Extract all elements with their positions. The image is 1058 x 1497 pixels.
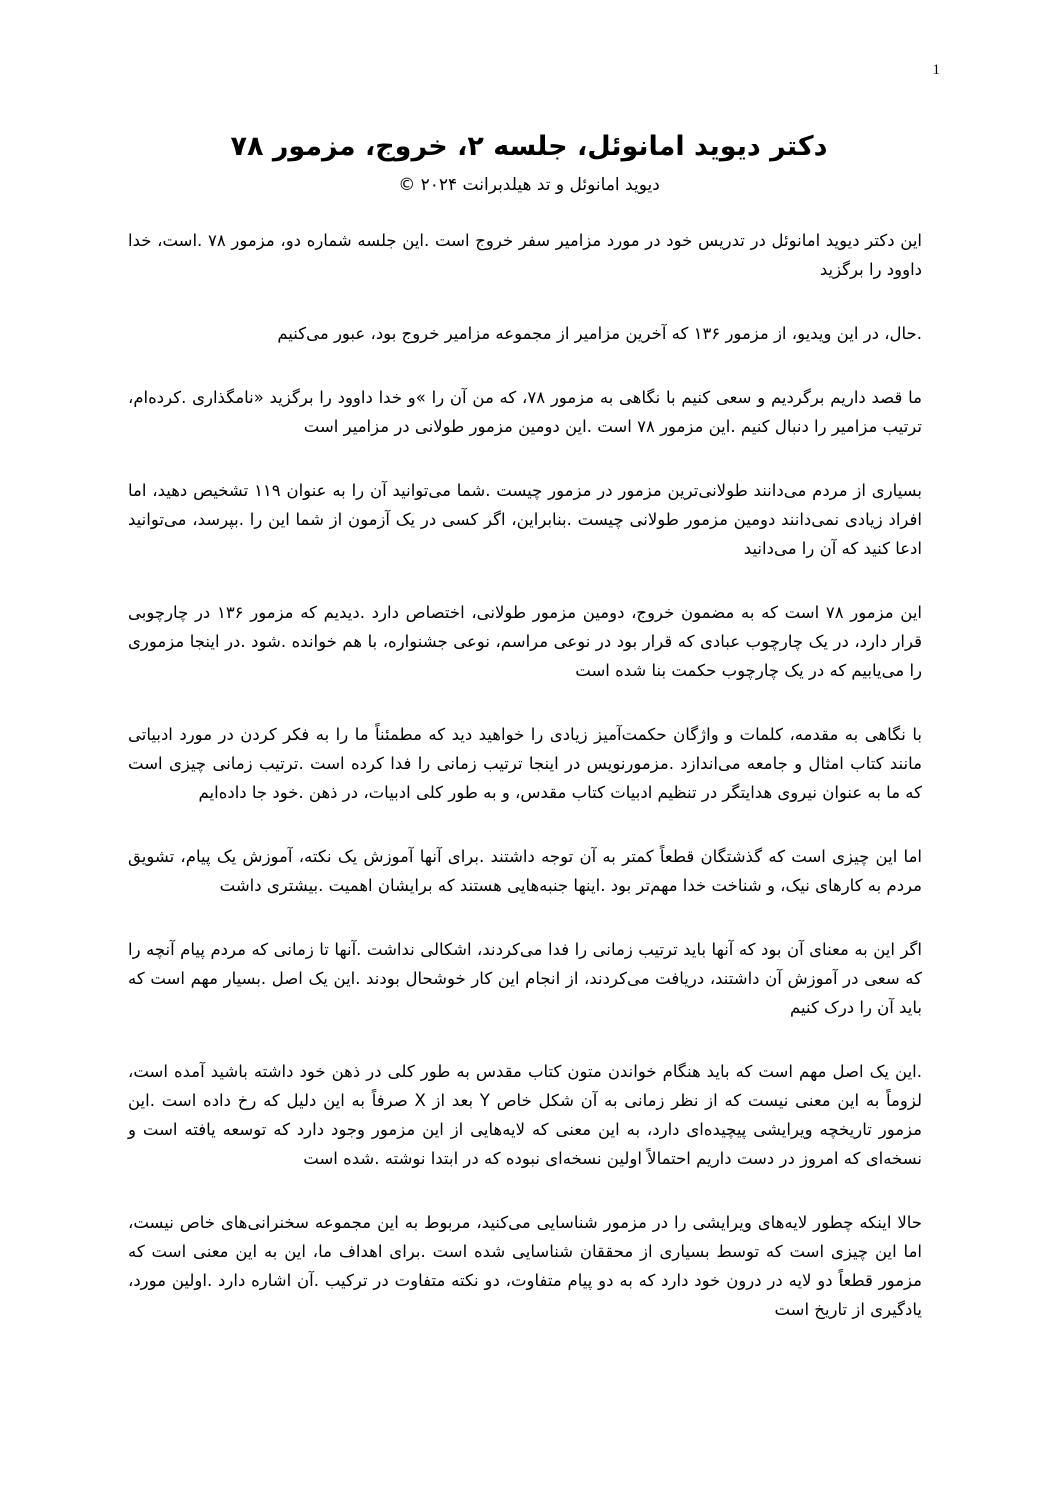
paragraph: حالا اینکه چطور لایه‌های ویرایشی را در مزمور شناسایی می‌کنید، مربوط به این مجموعه سخنرانی‌های خاص نیست، اما این چیزی است که توسط بسیاری از محققان شناسایی شده است .برای اهداف ما، این به این معنی است که مزمور قطعاً دو لایه در درون خود دارد که به دو پیام متفاوت، دو نکته متفاوت در ترکیب .آن اشاره دارد .اولین مورد، یادگیری از تاریخ است bbox=[128, 1213, 922, 1319]
document-header bbox=[120, 126, 938, 200]
page-number: 1 bbox=[932, 62, 940, 78]
paragraph: اما این چیزی است که گذشتگان قطعاً کمتر به آن توجه داشتند .برای آنها آموزش یک نکته، آموزش یک پیام، تشویق مردم به کارهای نیک، و شناخت خدا مهم‌تر بود .اینها جنبه‌هایی هستند که برایشان اهمیت .بیشتری داشت bbox=[128, 847, 922, 895]
paragraph: اگر این به معنای آن بود که آنها باید ترتیب زمانی را فدا می‌کردند، اشکالی نداشت .آنها تا زمانی که مردم پیام آنچه را که سعی در آموزش آن داشتند، دریافت می‌کردند، از انجام این کار خوشحال بودند .این یک اصل .بسیار مهم است که باید آن را درک کنیم bbox=[128, 940, 922, 1017]
paragraph: با نگاهی به مقدمه، کلمات و واژگان حکمت‌آمیز زیادی را خواهید دید که مطمئناً ما را به فکر کردن در مورد ادبیاتی مانند کتاب امثال و جامعه می‌اندازد .مزمورنویس در اینجا ترتیب زمانی را فدا کرده است .ترتیب زمانی چیزی است که ما به عنوان نیروی هدایتگر در تنظیم ادبیات کتاب مقدس، و به طور کلی ادبیات، در ذهن .خود جا داده‌ایم bbox=[128, 725, 922, 802]
paragraph: این مزمور ۷۸ است که به مضمون خروج، دومین مزمور طولانی، اختصاص دارد .دیدیم که مزمور ۱۳۶ در چارچوبی قرار دارد، در یک چارچوب عبادی که قرار بود در نوعی مراسم، نوعی جشنواره، با هم خوانده .شود .در اینجا مزموری را می‌یابیم که در یک چارچوب حکمت بنا شده است bbox=[128, 603, 922, 680]
document-body bbox=[128, 226, 922, 1359]
document-title: دکتر دیوید امانوئل، جلسه ۲، خروج، مزمور ۷۸ bbox=[230, 131, 828, 162]
paragraph: .این یک اصل مهم است که باید هنگام خواندن متون کتاب مقدس به طور کلی در ذهن خود داشته باشید آمده است، لزوماً به این معنی نیست که از نظر زمانی به آن شکل خاص Y بعد از X صرفاً به این دلیل که رخ داده است .این مزمور تاریخچه ویرایشی پیچیده‌ای دارد، به این معنی که لایه‌هایی از این مزمور وجود دارد که توسعه یافته است و نسخه‌ای که امروز در دست داریم احتمالاً اولین نسخه‌ای نبوده که در ابتدا نوشته .شده است bbox=[128, 1062, 922, 1168]
paragraph: ما قصد داریم برگردیم و سعی کنیم با نگاهی به مزمور ۷۸، که من آن را »و خدا داوود را برگزید «نامگذاری .کرده‌ام، ترتیب مزامیر را دنبال کنیم .این مزمور ۷۸ است .این دومین مزمور طولانی در مزامیر است bbox=[128, 388, 922, 436]
paragraph: بسیاری از مردم می‌دانند طولانی‌ترین مزمور در مزمور چیست .شما می‌توانید آن را به عنوان ۱۱۹ تشخیص دهید، اما افراد زیادی نمی‌دانند دومین مزمور طولانی چیست .بنابراین، اگر کسی در یک آزمون از شما این را .بپرسد، می‌توانید ادعا کنید که آن را می‌دانید bbox=[128, 481, 922, 558]
paragraph: .حال، در این ویدیو، از مزمور ۱۳۶ که آخرین مزامیر از مجموعه مزامیر خروج بود، عبور می‌کنیم bbox=[277, 324, 922, 343]
paragraph: این دکتر دیوید امانوئل در تدریس خود در مورد مزامیر سفر خروج است .این جلسه شماره دو، مزمور ۷۸ .است، خدا داوود را برگزید bbox=[128, 231, 922, 279]
document-subtitle: دیوید امانوئل و تد هیلدبرانت ۲۰۲۴ © bbox=[398, 175, 660, 195]
